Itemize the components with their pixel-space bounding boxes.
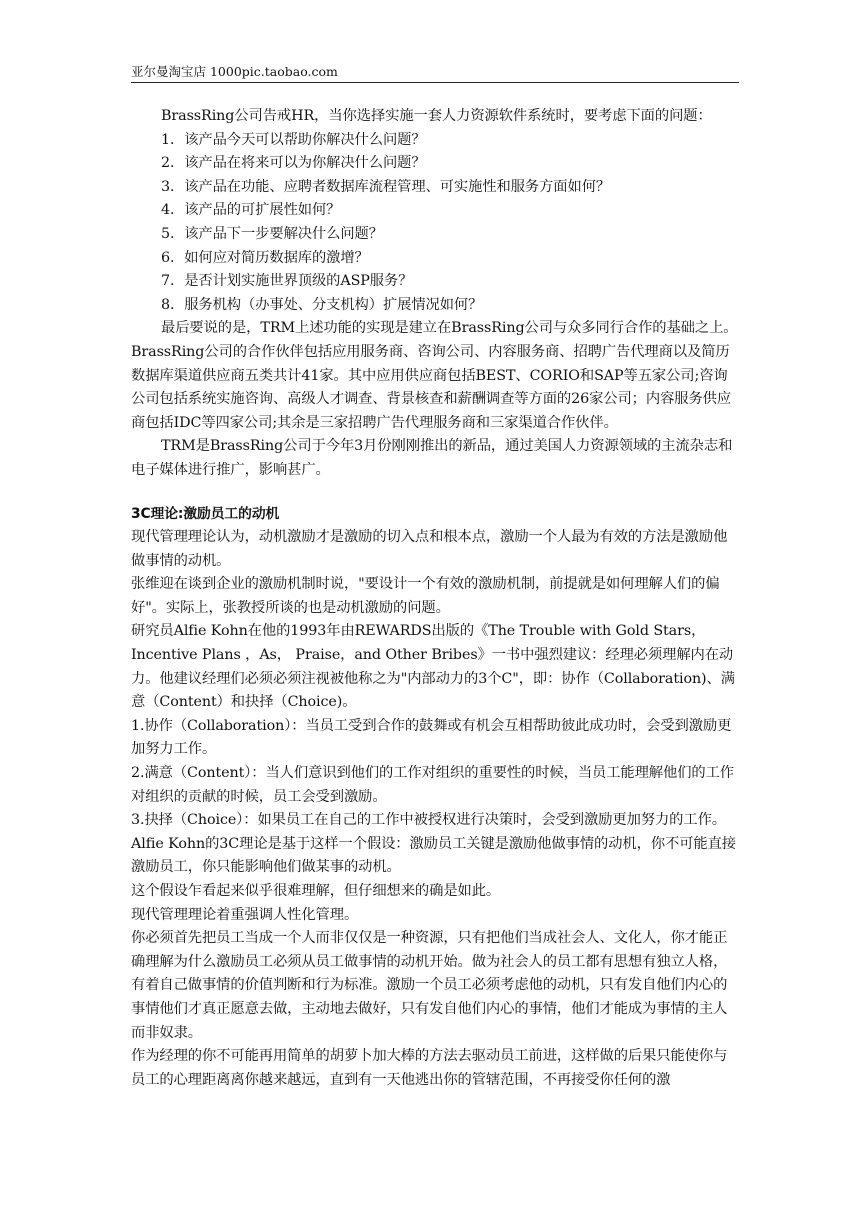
- list-item: 7．是否计划实施世界顶级的ASP服务？: [161, 273, 413, 290]
- paragraph: 现代管理理论认为，动机激励才是激励的切入点和根本点，激励一个人最为有效的方法是激励他做事情的动机。: [131, 529, 728, 569]
- list-item: 5．该产品下一步要解决什么问题？: [161, 225, 383, 242]
- paragraph: 这个假设乍看起来似乎很难理解，但仔细想来的确是如此。: [131, 883, 501, 899]
- section-spacer: [131, 483, 741, 503]
- list-item: 1．该产品今天可以帮助你解决什么问题？: [161, 131, 426, 148]
- list-item: 8．服务机构（办事处、分支机构）扩展情况如何？: [161, 296, 483, 313]
- list-item: 2．该产品在将来可以为你解决什么问题？: [161, 155, 426, 172]
- paragraph: 2.满意（Content）：当人们意识到他们的工作对组织的重要性的时候，当员工能理解他们的工作对组织的贡献的时候，员工会受到激励。: [131, 765, 734, 805]
- section1-paragraph: TRM是BrassRing公司于今年3月份刚刚推出的新品，通过美国人力资源领域的主流杂志和电子媒体进行推广，影响甚广。: [131, 438, 733, 478]
- paragraph: 研究员Alfie Kohn在他的1993年由REWARDS出版的《The Trouble with Gold Stars，Incentive Plans ，As， Praise，and Other Bribes》一书中强烈建议：经理必须理解内在动力。他建议经理们必须必须注视被他称之为"内部动力的3个C"，即：协作（Collaboration)、满意（Content）和抉择（Choice)。: [131, 623, 735, 711]
- page-body: [131, 105, 741, 1092]
- paragraph: 1.协作（Collaboration）：当员工受到合作的鼓舞或有机会互相帮助彼此成功时，会受到激励更加努力工作。: [131, 717, 732, 758]
- list-item: 4．该产品的可扩展性如何？: [161, 202, 341, 219]
- paragraph: 作为经理的你不可能再用简单的胡萝卜加大棒的方法去驱动员工前进，这样做的后果只能使你与员工的心理距离离你越来越远，直到有一天他逃出你的管辖范围，不再接受你任何的激: [131, 1048, 728, 1088]
- list-item: 6．如何应对简历数据库的激增？: [161, 249, 369, 266]
- section1-paragraph: 最后要说的是，TRM上述功能的实现是建立在BrassRing公司与众多同行合作的基础之上。BrassRing公司的合作伙伴包括应用服务商、咨询公司、内容服务商、招聘广告代理商以及简历数据库渠道供应商五类共计41家。其中应用供应商包括BEST、CORIO和SAP等五家公司;咨询公司包括系统实施咨询、高级人才调查、背景核查和薪酬调查等方面的26家公司；内容服务供应商包括IDC等四家公司;其余是三家招聘广告代理服务商和三家渠道合作伙伴。: [131, 320, 738, 431]
- section-heading: 3C理论:激励员工的动机: [131, 505, 280, 522]
- page-header: 亚尔曼淘宝店 1000pic.taobao.com: [131, 64, 739, 83]
- paragraph: 现代管理理论着重强调人性化管理。: [131, 906, 359, 923]
- paragraph: 你必须首先把员工当成一个人而非仅仅是一种资源，只有把他们当成社会人、文化人，你才能正确理解为什么激励员工必须从员工做事情的动机开始。做为社会人的员工都有思想有独立人格，有着自己做事情的价值判断和行为标准。激励一个员工必须考虑他的动机，只有发自他们内心的事情他们才真正愿意去做，主动地去做好，只有发自他们内心的事情，他们才能成为事情的主人而非奴隶。: [131, 930, 728, 1041]
- paragraph: Alfie Kohn的3C理论是基于这样一个假设：激励员工关键是激励他做事情的动机，你不可能直接激励员工，你只能影响他们做某事的动机。: [131, 835, 737, 876]
- section1-intro: BrassRing公司告戒HR，当你选择实施一套人力资源软件系统时，要考虑下面的问题：: [161, 108, 712, 124]
- paragraph: 3.抉择（Choice）：如果员工在自己的工作中被授权进行决策时，会受到激励更加努力的工作。: [131, 812, 726, 829]
- list-item: 3．该产品在功能、应聘者数据库流程管理、可实施性和服务方面如何？: [161, 178, 611, 195]
- paragraph: 张维迎在谈到企业的激励机制时说，"要设计一个有效的激励机制，前提就是如何理解人们的偏好"。实际上，张教授所谈的也是动机激励的问题。: [131, 576, 720, 616]
